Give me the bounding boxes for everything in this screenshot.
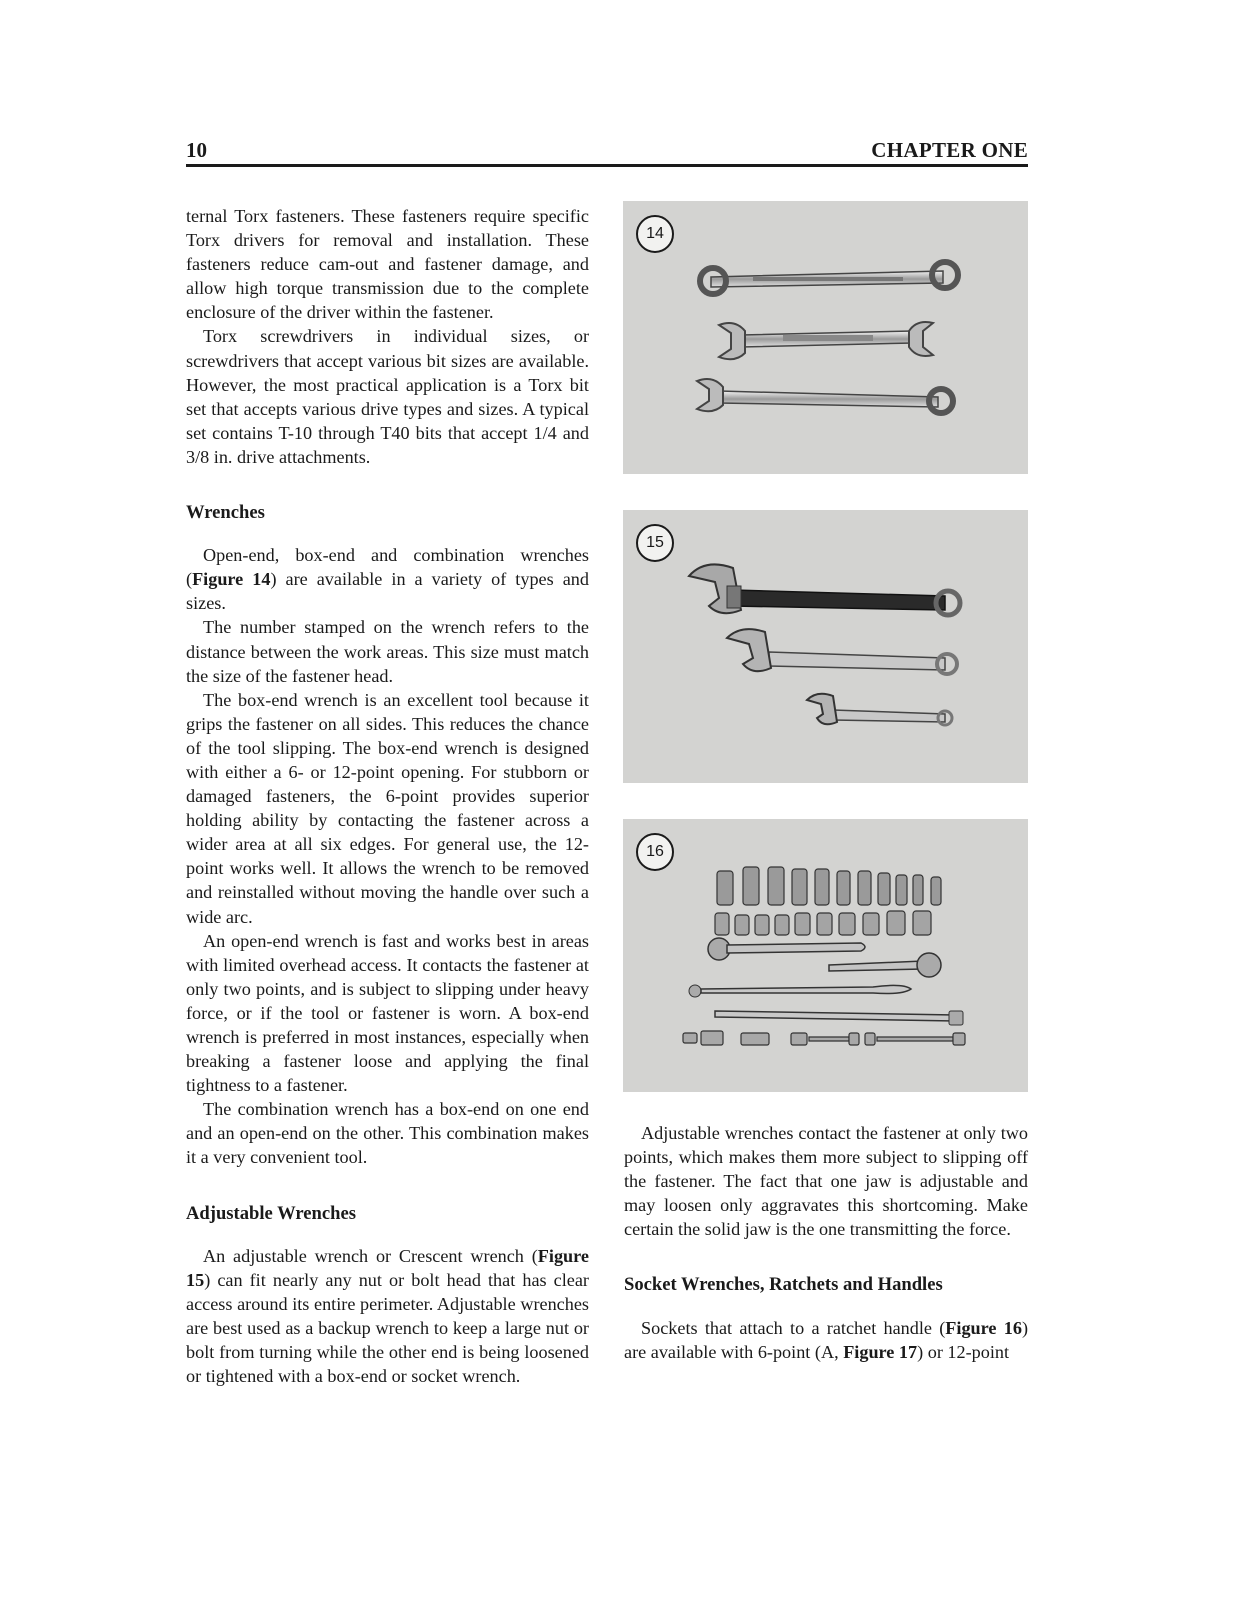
paragraph: ternal Torx fasteners. These fasteners require specific Torx drivers for removal and installation. These fasteners reduce cam-out and fastener damage, and allow high torque transmission due to the complete enclosure of the driver within the fastener. bbox=[186, 206, 589, 323]
figure-reference: Figure 15 bbox=[186, 1245, 589, 1290]
chapter-title: CHAPTER ONE bbox=[871, 138, 1028, 162]
paragraph: Adjustable wrenches contact the fastener at only two points, which makes them more subject to slipping off the fastener. The fact that one jaw is adjustable and may loosen only aggravates this shortcoming. Make certain the solid jaw is the one transmitting the force. bbox=[624, 1123, 1028, 1240]
section-heading-wrenches: Wrenches bbox=[186, 502, 265, 524]
figure-reference: Figure 16 bbox=[945, 1317, 1022, 1338]
paragraph: An adjustable wrench or Crescent wrench (Figure 15) can fit nearly any nut or bolt head that has clear access around its entire perimeter. Adjustable wrenches are best used as a backup wrench to keep a large nut or bolt from turning while the other end is being loosened or tightened with a box-end or socket wrench. bbox=[186, 1245, 589, 1387]
page-number: 10 bbox=[186, 138, 207, 162]
large-adjustable-wrench bbox=[689, 564, 960, 615]
deep-sockets bbox=[717, 867, 941, 905]
left-column bbox=[186, 204, 589, 1388]
short-ratchet bbox=[829, 953, 941, 977]
breaker-bar bbox=[689, 985, 911, 997]
section-heading-socket-wrenches: Socket Wrenches, Ratchets and Handles bbox=[624, 1274, 943, 1296]
medium-adjustable-wrench bbox=[727, 629, 957, 674]
paragraph: Torx screwdrivers in individual sizes, or screwdrivers that accept various bit sizes are available. However, the most practical application is a Torx bit set that accepts various drive types and sizes. A typical set contains T-10 through T40 bits that accept 1/4 and 3/8 in. drive attachments. bbox=[186, 326, 589, 467]
figure-15 bbox=[623, 510, 1028, 783]
paragraph: The box-end wrench is an excellent tool because it grips the fastener on all sides. This reduces the chance of the tool slipping. The box-end wrench is designed with either a 6- or 12-point opening. For stubborn or damaged fasteners, the 6-point provides superior holding ability by contacting the fastener across a wider area at all six edges. For general use, the 12-point works well. It allows the wrench to be removed and reinstalled without moving the handle over such a wide arc. bbox=[186, 689, 589, 927]
figure-16 bbox=[623, 819, 1028, 1092]
figure-number-badge: 16 bbox=[636, 833, 674, 871]
shallow-sockets bbox=[715, 911, 931, 935]
figure-number-badge: 14 bbox=[636, 215, 674, 253]
ratchet-handle bbox=[708, 938, 865, 960]
figure-14 bbox=[623, 201, 1028, 474]
adjustable-wrenches-photo bbox=[623, 510, 1028, 783]
paragraph: The combination wrench has a box-end on one end and an open-end on the other. This combination makes it a very convenient tool. bbox=[186, 1099, 589, 1168]
box-end-wrench bbox=[700, 262, 958, 294]
paragraph: An open-end wrench is fast and works best in areas with limited overhead access. It contacts the fastener at only two points, and is subject to slipping under heavy force, or if the tool or fastener is worn. A box-end wrench is preferred in most instances, especially when breaking a fastener loose and applying the final tightness to a fastener. bbox=[186, 930, 589, 1096]
combination-wrench bbox=[697, 379, 953, 413]
small-adjustable-wrench bbox=[807, 694, 952, 725]
wrenches-photo bbox=[623, 201, 1028, 474]
open-end-wrench bbox=[719, 322, 933, 359]
adapters-and-extensions bbox=[683, 1031, 965, 1045]
page-header bbox=[186, 138, 1028, 167]
extension-bar bbox=[715, 1011, 963, 1025]
right-column bbox=[624, 1121, 1028, 1364]
paragraph: The number stamped on the wrench refers to the distance between the work areas. This size must match the size of the fastener head. bbox=[186, 617, 589, 686]
paragraph: Sockets that attach to a ratchet handle (Figure 16) are available with 6-point (A, Figure 17) or 12-point bbox=[624, 1317, 1028, 1362]
figure-reference: Figure 14 bbox=[192, 569, 271, 590]
socket-set-photo bbox=[623, 819, 1028, 1092]
figure-reference: Figure 17 bbox=[843, 1341, 918, 1362]
paragraph: Open-end, box-end and combination wrenches (Figure 14) are available in a variety of types and sizes. bbox=[186, 545, 589, 614]
section-heading-adjustable-wrenches: Adjustable Wrenches bbox=[186, 1202, 356, 1224]
figure-number-badge: 15 bbox=[636, 524, 674, 562]
